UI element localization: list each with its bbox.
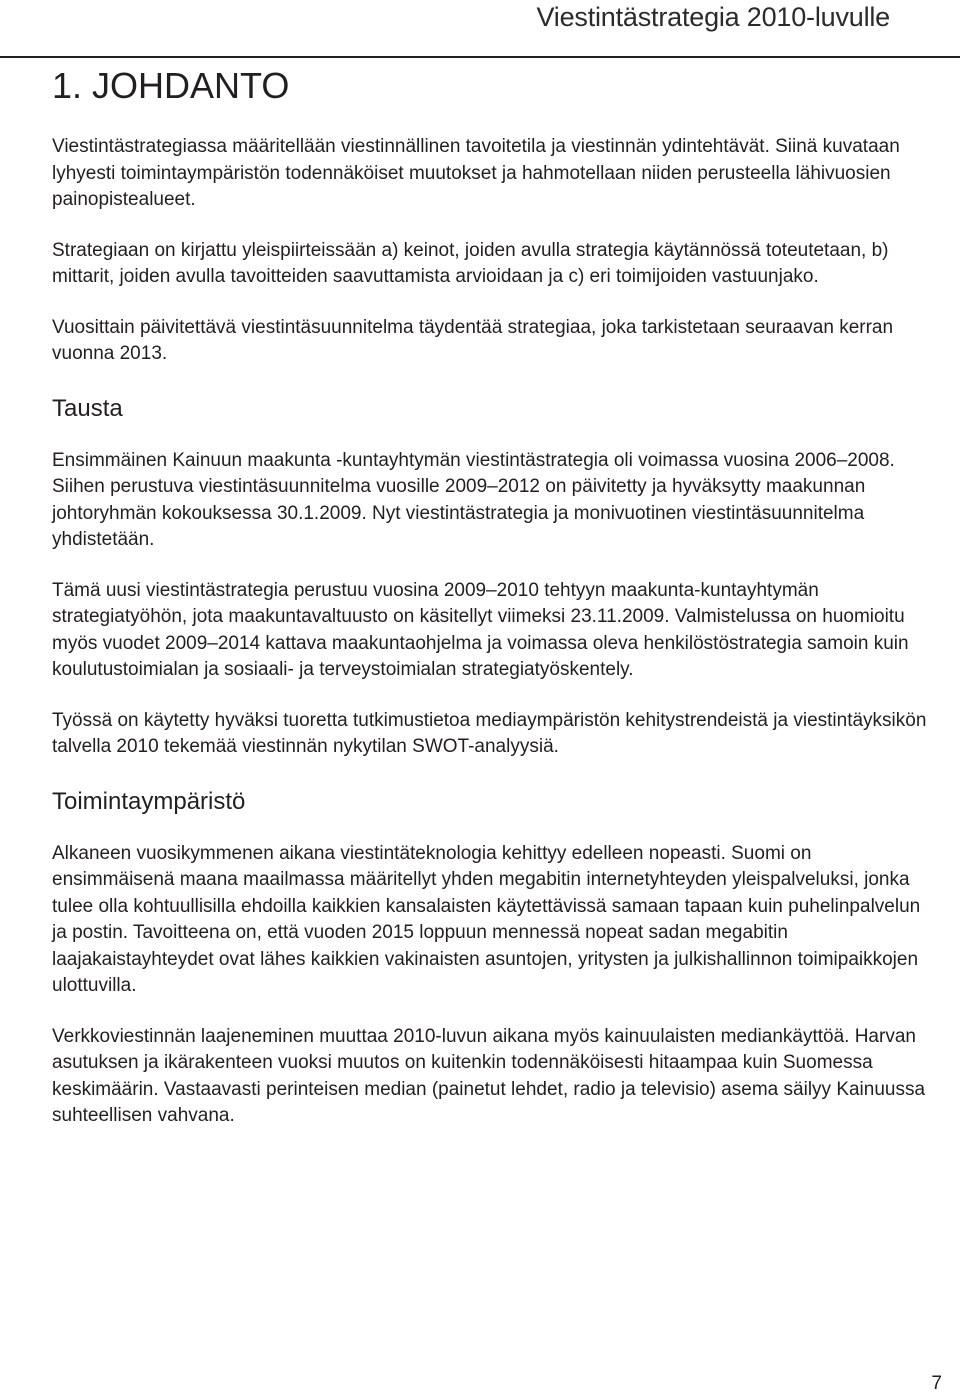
page-number: 7 — [931, 1373, 942, 1394]
chapter-title: 1. JOHDANTO — [52, 65, 290, 106]
tausta-paragraph-2: Tämä uusi viestintästrategia perustuu vuosina 2009–2010 tehtyyn maakunta-kuntayhtymän strategiatyöhön, jota maakuntavaltuusto on käsitellyt viimeksi 23.11.2009. Valmistelussa on huomioitu myös vuodet 2009–2014 kattava maakuntaohjelma ja voimassa oleva henkilöstöstrategia samoin kuin koulutustoimialan ja sosiaali- ja terveystoimialan strategiatyöskentely. — [52, 579, 909, 680]
section-heading-toimintaymparisto: Toimintaympäristö — [52, 787, 246, 815]
intro-paragraph-1: Viestintästrategiassa määritellään viestinnällinen tavoitetila ja viestinnän ydintehtävät. Siinä kuvataan lyhyesti toimintaympäristön todennäköiset muutokset ja hahmotellaan niiden perusteella lähivuosien painopistealueet. — [52, 136, 900, 210]
tausta-paragraph-3: Työssä on käytetty hyväksi tuoretta tutkimustietoa mediaympäristön kehitystrendeistä ja viestintäyksikön talvella 2010 tekemää viestinnän nykytilan SWOT-analyysiä. — [52, 709, 927, 757]
intro-paragraph-3: Vuosittain päivitettävä viestintäsuunnitelma täydentää strategiaa, joka tarkistetaan seuraavan kerran vuonna 2013. — [52, 316, 894, 364]
tausta-paragraph-1: Ensimmäinen Kainuun maakunta -kuntayhtymän viestintästrategia oli voimassa vuosina 2006–2008. Siihen perustuva viestintäsuunnitelma vuosille 2009–2012 on päivitetty ja hyväksytty maakunnan johtoryhmän kokouksessa 30.1.2009. Nyt viestintästrategia ja monivuotinen viestintäsuunnitelma yhdistetään. — [52, 449, 895, 550]
toimintaymparisto-paragraph-2: Verkkoviestinnän laajeneminen muuttaa 2010-luvun aikana myös kainuulaisten mediankäyttöä. Harvan asutuksen ja ikärakenteen vuoksi muutos on kuitenkin todennäköisesti hitaampaa kuin Suomessa keskimäärin. Vastaavasti perinteisen median (painetut lehdet, radio ja televisio) asema säilyy Kainuussa suhteellisen vahvana. — [52, 1025, 926, 1126]
header-divider — [0, 56, 960, 58]
section-heading-tausta: Tausta — [52, 394, 123, 422]
intro-paragraph-2: Strategiaan on kirjattu yleispiirteissään a) keinot, joiden avulla strategia käytännössä toteutetaan, b) mittarit, joiden avulla tavoitteiden saavuttamista arvioidaan ja c) eri toimijoiden vastuunjako. — [52, 239, 889, 287]
toimintaymparisto-paragraph-1: Alkaneen vuosikymmenen aikana viestintäteknologia kehittyy edelleen nopeasti. Suomi on ensimmäisenä maana maailmassa määritellyt yhden megabitin internetyhteyden yleispalveluksi, jonka tulee olla kohtuullisilla ehdoilla kaikkien kansalaisten käytettävissä samaan tapaan kuin puhelinpalvelun ja postin. Tavoitteena on, että vuoden 2015 loppuun mennessä nopeat sadan megabitin laajakaistayhteydet ovat lähes kaikkien vakinaisten asuntojen, yritysten ja julkishallinnon toimipaikkojen ulottuvilla. — [52, 842, 921, 996]
page-body — [52, 134, 932, 1154]
running-header-title: Viestintästrategia 2010-luvulle — [536, 2, 890, 32]
